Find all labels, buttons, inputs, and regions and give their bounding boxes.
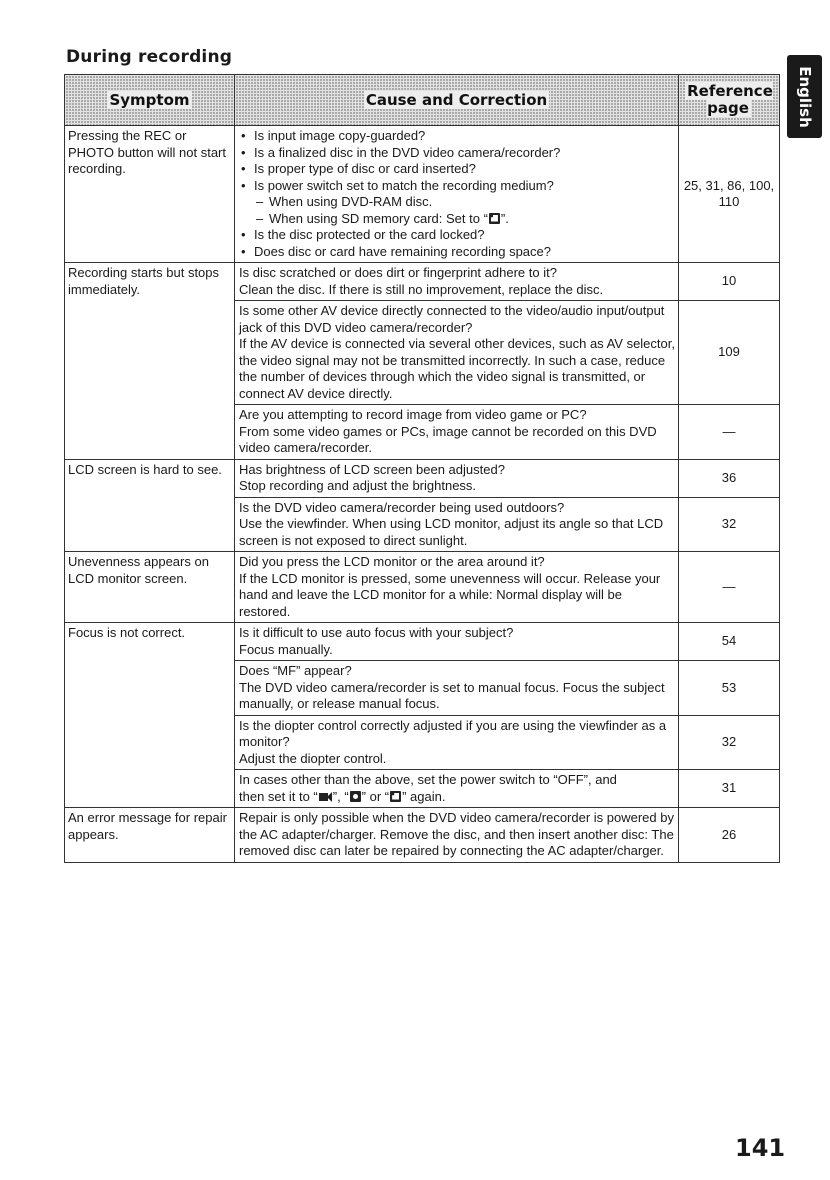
symptom-cell: An error message for repair appears. (65, 808, 235, 863)
list-item: – When using DVD-RAM disc. (239, 194, 675, 211)
page-number: 141 (735, 1134, 786, 1162)
table-row (65, 552, 780, 623)
reference-cell: 10 (679, 263, 780, 301)
cause-cell: Are you attempting to record image from video game or PC? From some video games or PCs, image cannot be recorded on this DVD video camera/recorder. (235, 405, 679, 460)
table-row (65, 263, 780, 301)
photo-icon (350, 791, 361, 802)
cause-cell: Is the DVD video camera/recorder being used outdoors? Use the viewfinder. When using LCD monitor, adjust its angle so that LCD screen is not exposed to direct sunlight. (235, 497, 679, 552)
symptom-cell: Unevenness appears on LCD monitor screen. (65, 552, 235, 623)
reference-cell: 36 (679, 459, 780, 497)
table-row (65, 623, 780, 661)
header-reference: Reference page (679, 75, 780, 126)
list-item: • Is proper type of disc or card inserted? (239, 161, 675, 178)
cause-cell (235, 126, 679, 263)
reference-cell: 26 (679, 808, 780, 863)
header-symptom: Symptom (65, 75, 235, 126)
list-item: – When using SD memory card: Set to “ ”. (239, 211, 675, 228)
table-header-row (65, 75, 780, 126)
symptom-cell: Recording starts but stops immediately. (65, 263, 235, 301)
symptom-cell: Pressing the REC or PHOTO button will not start recording. (65, 126, 235, 263)
table-row (65, 126, 780, 263)
symptom-cell (65, 497, 235, 552)
troubleshooting-table (64, 74, 780, 863)
reference-cell: — (679, 552, 780, 623)
table-row (65, 497, 780, 552)
cause-cell: Is it difficult to use auto focus with your subject? Focus manually. (235, 623, 679, 661)
symptom-cell (65, 301, 235, 405)
list-item: • Is power switch set to match the recording medium? (239, 178, 675, 195)
table-row (65, 405, 780, 460)
cause-cell: Is the diopter control correctly adjusted if you are using the viewfinder as a monitor? Adjust the diopter control. (235, 715, 679, 770)
sd-card-icon (489, 213, 500, 224)
symptom-cell: LCD screen is hard to see. (65, 459, 235, 497)
cause-cell: In cases other than the above, set the power switch to “OFF”, and then set it to “ ”, “ ” or “ ” again. (235, 770, 679, 808)
header-cause: Cause and Correction (235, 75, 679, 126)
language-tab-label: English (795, 65, 814, 128)
language-tab (787, 55, 822, 138)
symptom-cell (65, 661, 235, 716)
symptom-cell (65, 405, 235, 460)
table-row (65, 808, 780, 863)
list-item: • Is a finalized disc in the DVD video camera/recorder? (239, 145, 675, 162)
cause-cell: Does “MF” appear? The DVD video camera/recorder is set to manual focus. Focus the subject manually, or release manual focus. (235, 661, 679, 716)
cause-cell: Is some other AV device directly connected to the video/audio input/output jack of this DVD video camera/recorder? If the AV device is connected via several other devices, such as AV selector, the video signal may not be transmitted incorrectly. In such a case, reduce the number of devices through which the video signal is transmitted, or connect AV device directly. (235, 301, 679, 405)
table-row (65, 301, 780, 405)
reference-cell: 54 (679, 623, 780, 661)
cause-cell: Is disc scratched or does dirt or fingerprint adhere to it? Clean the disc. If there is still no improvement, replace the disc. (235, 263, 679, 301)
section-title: During recording (66, 47, 233, 67)
list-item: • Is the disc protected or the card locked? (239, 227, 675, 244)
reference-cell: 31 (679, 770, 780, 808)
table-row (65, 661, 780, 716)
symptom-cell (65, 715, 235, 770)
table-row (65, 459, 780, 497)
cause-cell: Has brightness of LCD screen been adjusted? Stop recording and adjust the brightness. (235, 459, 679, 497)
reference-cell: 53 (679, 661, 780, 716)
reference-cell: 32 (679, 715, 780, 770)
symptom-cell: Focus is not correct. (65, 623, 235, 661)
reference-cell: 32 (679, 497, 780, 552)
symptom-cell (65, 770, 235, 808)
reference-cell: 109 (679, 301, 780, 405)
list-item: • Is input image copy-guarded? (239, 128, 675, 145)
reference-cell: — (679, 405, 780, 460)
table-row (65, 770, 780, 808)
sd-card-icon (390, 791, 401, 802)
list-item: • Does disc or card have remaining recording space? (239, 244, 675, 261)
table-row (65, 715, 780, 770)
cause-cell: Did you press the LCD monitor or the area around it? If the LCD monitor is pressed, some unevenness will occur. Release your hand and leave the LCD monitor for a while: Normal display will be restored. (235, 552, 679, 623)
cause-cell: Repair is only possible when the DVD video camera/recorder is powered by the AC adapter/charger. Remove the disc, and then insert another disc: The removed disc can later be repaired by connecting the AC adapter/charger. (235, 808, 679, 863)
camcorder-icon (319, 791, 332, 802)
reference-cell: 25, 31, 86, 100, 110 (679, 126, 780, 263)
